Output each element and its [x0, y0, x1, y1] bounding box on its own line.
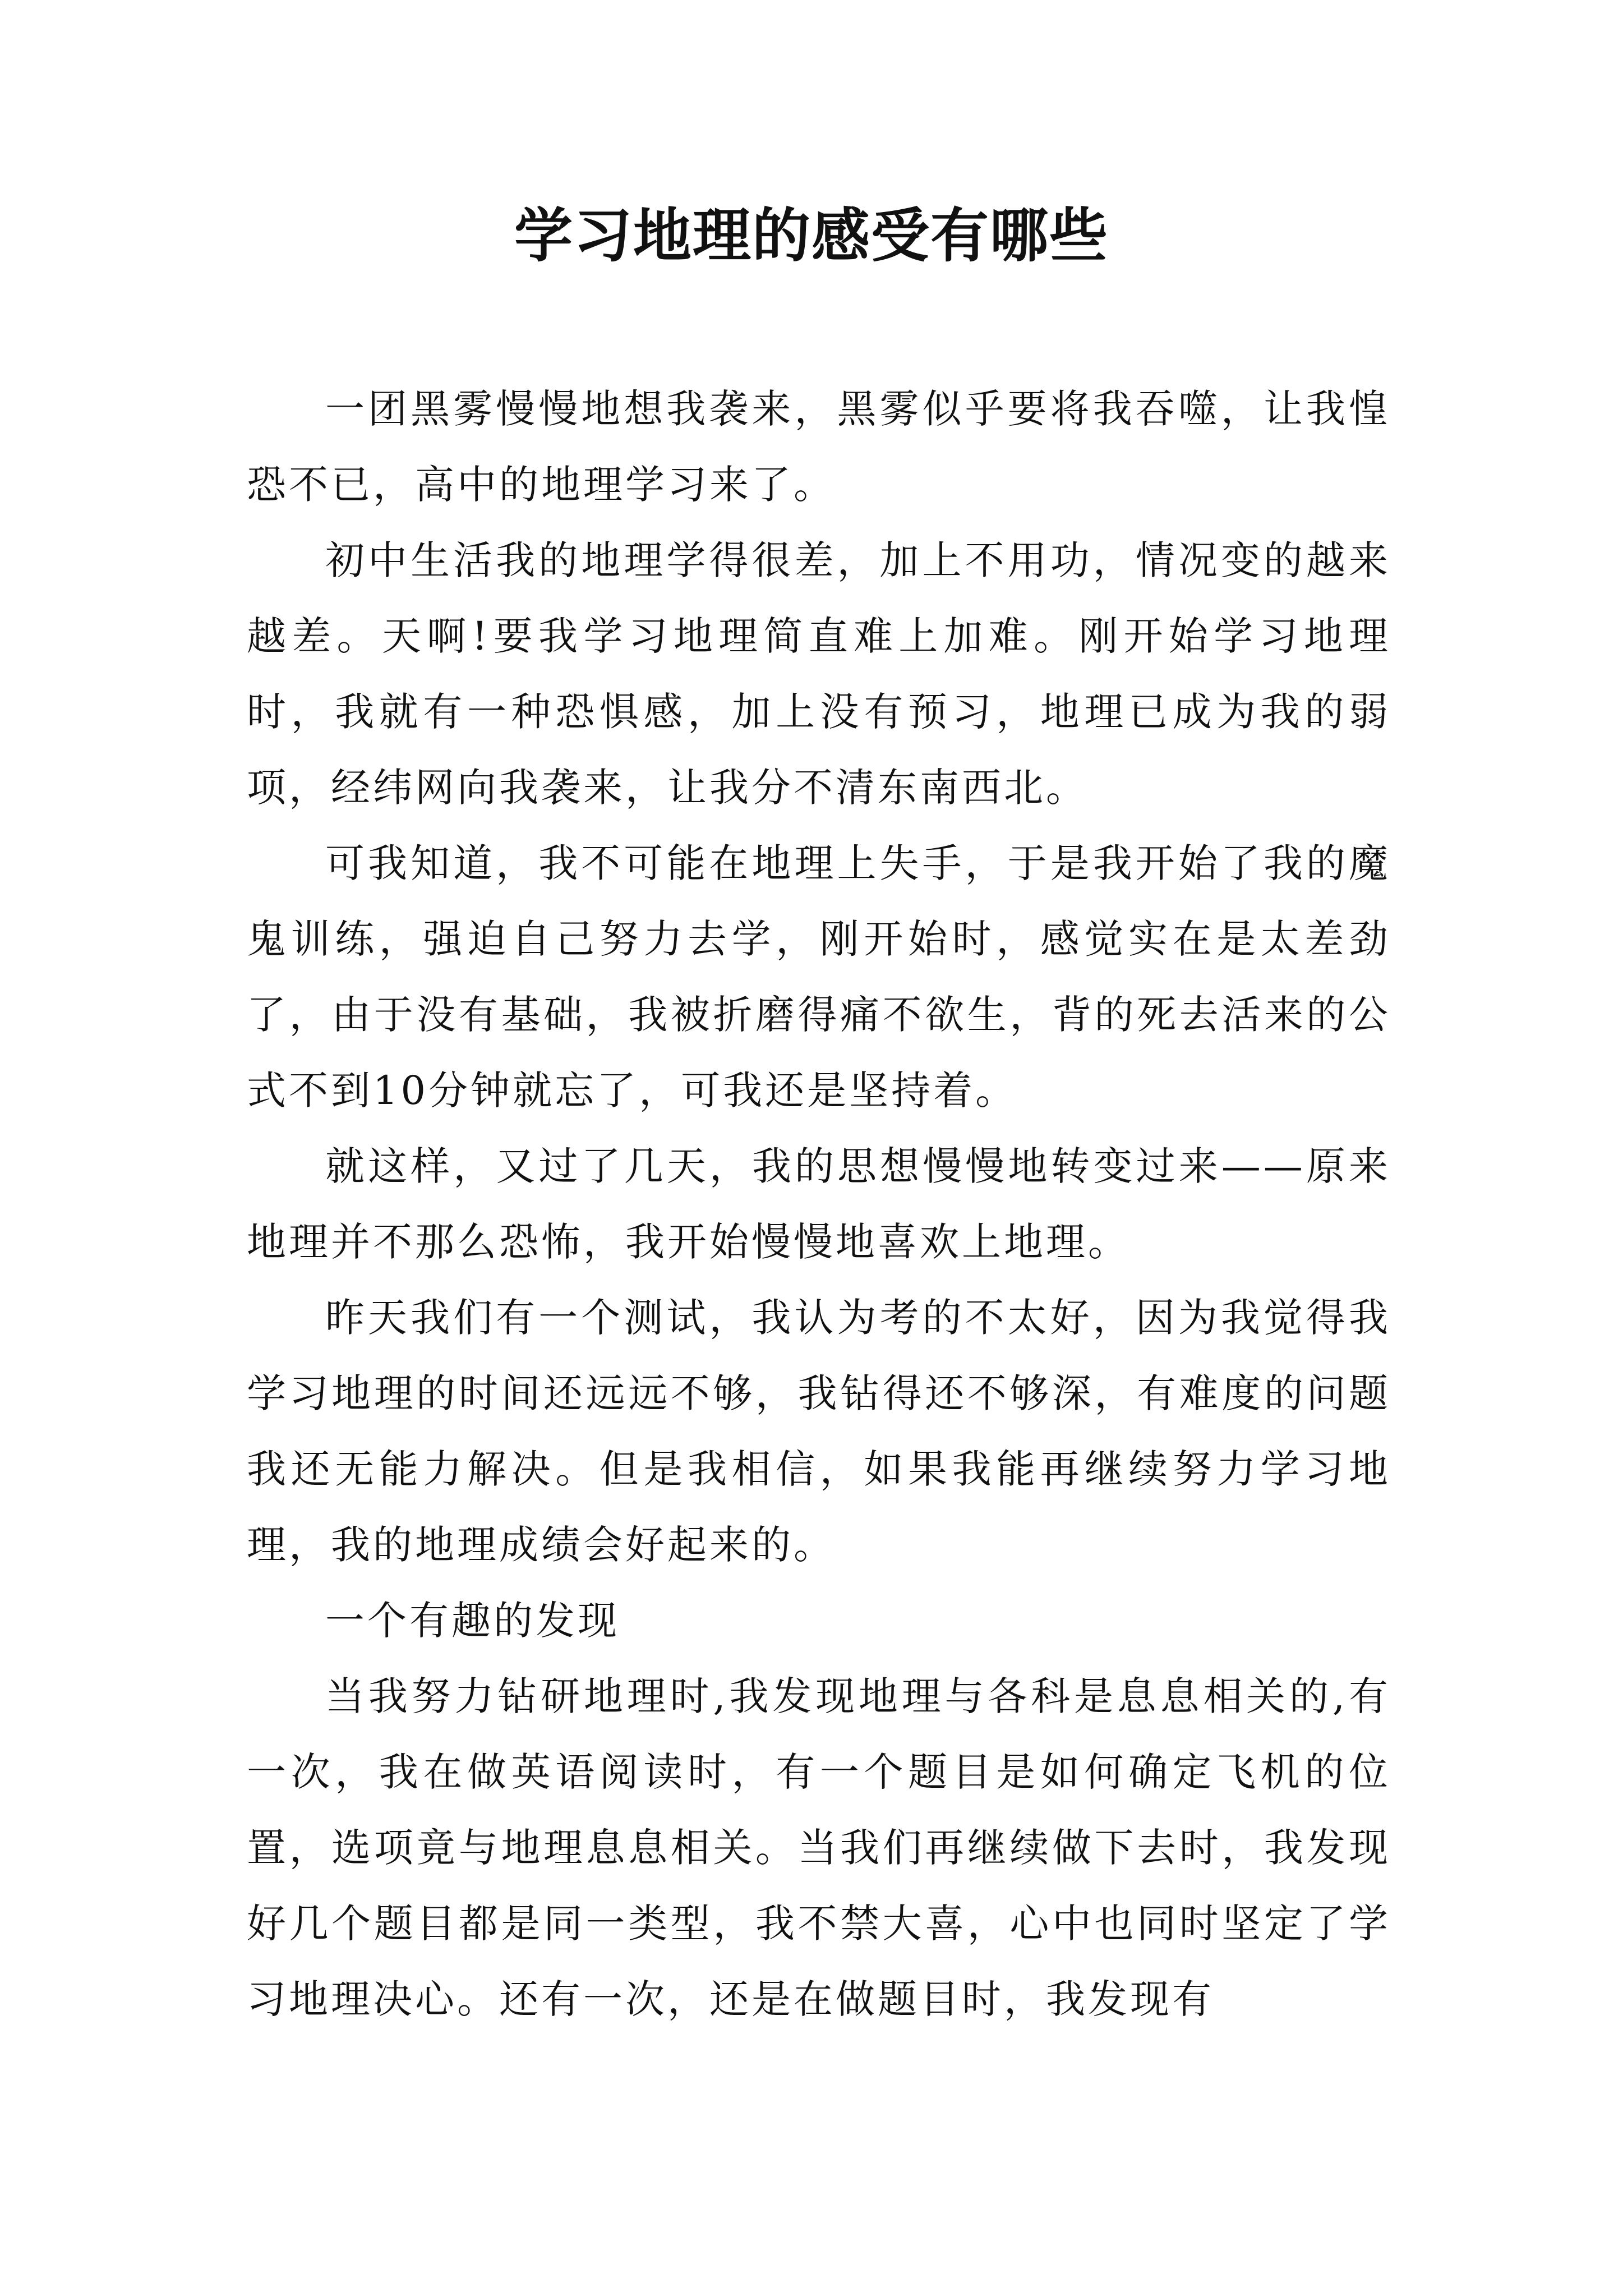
- document-title: 学习地理的感受有哪些: [514, 201, 1109, 270]
- paragraph: 可我知道，我不可能在地理上失手，于是我开始了我的魔鬼训练，强迫自己努力去学，刚开始时，感觉实在是太差劲了，由于没有基础，我被折磨得痛不欲生，背的死去活来的公式不到10分钟就忘了，可我还是坚持着。: [247, 840, 1391, 1114]
- paragraph: 初中生活我的地理学得很差，加上不用功，情况变的越来越差。天啊!要我学习地理简直难上加难。刚开始学习地理时，我就有一种恐惧感，加上没有预习，地理已成为我的弱项，经纬网向我袭来，让我分不清东南西北。: [247, 537, 1391, 811]
- paragraph: 一团黑雾慢慢地想我袭来，黑雾似乎要将我吞噬，让我惶恐不已，高中的地理学习来了。: [247, 386, 1391, 508]
- paragraph: 当我努力钻研地理时,我发现地理与各科是息息相关的,有一次，我在做英语阅读时，有一个题目是如何确定飞机的位置，选项竟与地理息息相关。当我们再继续做下去时，我发现好几个题目都是同一类型，我不禁大喜，心中也同时坚定了学习地理决心。还有一次，还是在做题目时，我发现有: [247, 1673, 1391, 2022]
- paragraph: 昨天我们有一个测试，我认为考的不太好，因为我觉得我学习地理的时间还远远不够，我钻得还不够深，有难度的问题我还无能力解决。但是我相信，如果我能再继续努力学习地理，我的地理成绩会好起来的。: [247, 1295, 1391, 1568]
- section-heading: 一个有趣的发现: [325, 1598, 620, 1644]
- document-body: [247, 371, 1391, 2037]
- paragraph: 就这样，又过了几天，我的思想慢慢地转变过来——原来地理并不那么恐怖，我开始慢慢地喜欢上地理。: [247, 1143, 1391, 1265]
